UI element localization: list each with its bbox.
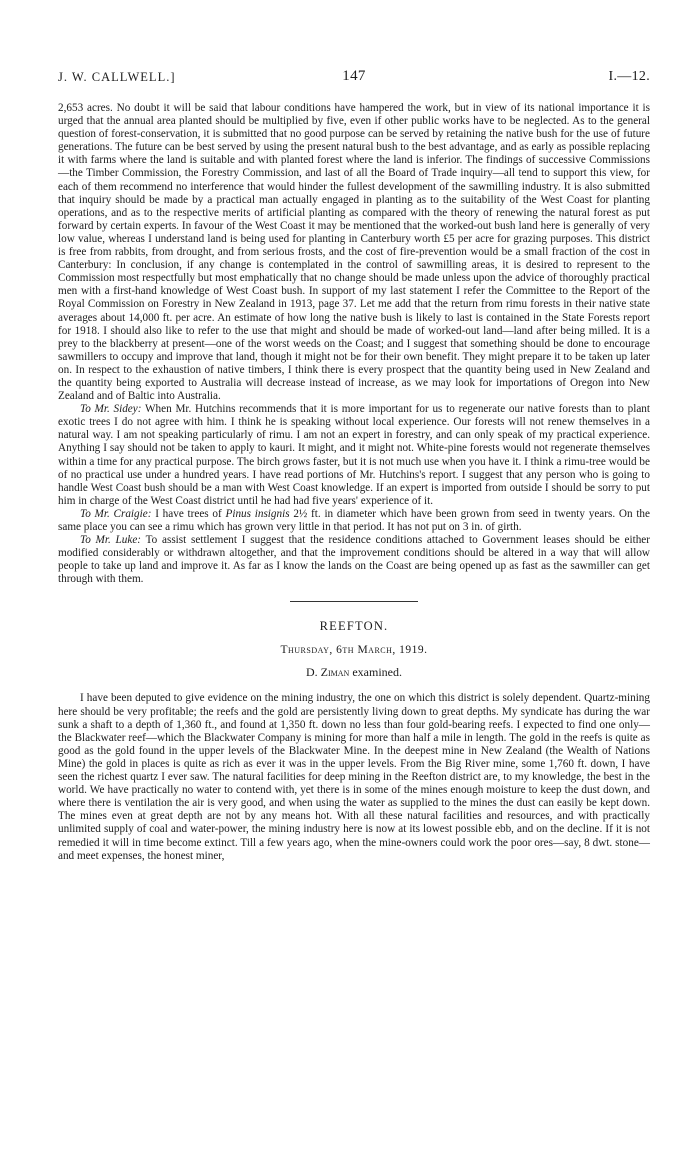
running-header	[58, 68, 650, 92]
answer-luke: To assist settlement I suggest that the residence conditions attached to Government leases should be either modified considerably or withdrawn altogether, and that the improvement conditions should be altered in a way that will allow people to take up land and improve it. As far as I know the lands on the Coast are being opened up as fast as the sawmiller can get through with them.	[58, 534, 650, 586]
paragraph-mining: I have been deputed to give evidence on the mining industry, the one on which this district is solely dependent. Quartz-mining here should be very profitable; the reefs and the gold are persistently living down to great depths. My syndicate has during the war sunk a shaft to a depth of 1,360 ft., and found at 1,350 ft. down no less than four gold-bearing reefs. I expected to find one only—the Blackwater reef—which the Blackwater Company is mining for more than half a mile in length. The gold in the reefs is quite as good as the gold found in the upper levels of the Blackwater Mine. In the deepest mine in New Zealand (the Wealth of Nations Mine) the gold in places is quite as rich as ever it was in the upper levels. From the Big River mine, some 1,760 ft. down, I have seen the richest quartz I ever saw. The natural facilities for deep mining in the Reefton district are, to my knowledge, the best in the world. We have practically no water to contend with, yet there is in some of the mines enough moisture to keep the dust down, and where there is ventilation the air is very good, and when using the water as supplied to the mines the dust can easily be kept down. The mines even at great depth are not by any means hot. With all these natural facilities and resources, and with practically unlimited supply of coal and water-power, the mining industry here is now at its lowest possible ebb, and on the decline. If it is not remedied it will in time become extinct. Till a few years ago, when the mine-owners could work the poor ores—say, 8 dwt. stone—and meet expenses, the honest miner,	[58, 692, 650, 862]
header-author: J. W. CALLWELL.]	[58, 70, 176, 84]
speaker-luke: To Mr. Luke:	[80, 534, 142, 547]
witness-line	[58, 665, 650, 680]
speaker-sidey: To Mr. Sidey:	[80, 403, 142, 416]
section-divider	[290, 601, 418, 602]
paragraph-to-mr-luke	[58, 534, 650, 586]
answer-craigie-part-a: I have trees of	[151, 507, 226, 520]
paragraph-forestry: 2,653 acres. No doubt it will be said that labour conditions have hampered the work, but in view of its national importance it is urged that the annual area planted should be multiplied by five, even if other public works have to be neglected. As to the general question of forest-conservation, it is submitted that no good purpose can be served by retaining the native bush for the use of future generations. The future can be best served by using the present natural bush to the best advantage, and as early as possible replacing it with farms where the land is suitable and with planted forest where the land is inferior. The findings of successive Commissions—the Timber Commission, the Forestry Commission, and last of all the Board of Trade inquiry—all tend to support this view, for each of them recommend no interference that would hinder the fullest development of the sawmilling industry. It is also submitted that inquiry should be made by a practical man actually engaged in planting as to the suitability of the West Coast for planting operations, and as to the respective merits of artificial planting as compared with the theory of renewing the natural forest as put forward by certain experts. In favour of the West Coast it may be mentioned that the worked-out bush land here is generally of very low value, whereas I understand land is being used for planting in Canterbury worth £5 per acre for grazing purposes. This district is free from rabbits, from drought, and from serious frosts, and the cost of fire-prevention would be a small fraction of the cost in Canterbury: In conclusion, if any change is contemplated in the control of sawmilling areas, it is desired to represent to the Commission most respectfully but most emphatically that no change should be made unless upon the advice of thoroughly practical men with a first-hand knowledge of West Coast bush. In support of my last statement I refer the Committee to the Report of the Royal Commission on Forestry in New Zealand in 1913, page 37. Let me add that the return from rimu forests in their native state averages about 14,000 ft. per acre. An estimate of how long the native bush is likely to last is contained in the State Forests report for 1918. I should also like to refer to the use that might and should be made of worked-out land—land after being milled. It is a prey to the blackberry at present—one of the worst weeds on the Coast; and I suggest that something should be done to encourage sawmillers to occupy and improve that land, though it might not be for their own benefit. They might prepare it to be taken up later on. In respect to the exhaustion of native timbers, I think there is every prospect that the quantity being used in New Zealand and the quantity being exported to Australia will decrease instead of increase, as we may look for importations of Oregon into New Zealand and of Baltic into Australia.	[58, 102, 650, 403]
page-number: 147	[342, 68, 366, 84]
evidence-text-callwell	[58, 102, 650, 586]
paragraph-to-mr-craigie	[58, 508, 650, 534]
section-title: REEFTON.	[319, 619, 389, 634]
paragraph-to-mr-sidey	[58, 403, 650, 508]
answer-craigie-part-b: 2½ ft. in diameter which have been grown from seed in twenty years. On the same place you can see a rimu which has grown very little in that period. It has not put on 3 in. of girth.	[58, 507, 650, 533]
species-name: Pinus insignis	[225, 507, 290, 520]
section-date: Thursday, 6th March, 1919.	[280, 644, 428, 657]
witness-name: D. Ziman	[306, 665, 350, 680]
witness-examined: examined.	[349, 665, 402, 680]
speaker-craigie: To Mr. Craigie:	[80, 507, 152, 520]
paper-reference: I.—12.	[608, 69, 650, 84]
answer-sidey: When Mr. Hutchins recommends that it is more important for us to regenerate our native forests than to plant exotic trees I do not agree with him. I think he is speaking without local experience. Our forests will not renew themselves in a natural way. I am not speaking particularly of rimu. I am not an expert in forestry, and can only speak of my practical experience. Anything I say should not be taken to apply to kauri. It might, and it might not. White-pine forests would not regenerate themselves within a time for any practical purpose. The birch grows faster, but it is not much use when you have it. I think a rimu-tree would be of no practical use under a hundred years. I have read portions of Mr. Hutchins's report. I suggest that any person who is going to handle West Coast bush should be a man with West Coast knowledge. If an expert is imported from outside I should be sorry to put him in charge of the West Coast district until he had had five years' experience of it.	[58, 403, 650, 507]
evidence-text-ziman	[58, 692, 650, 862]
